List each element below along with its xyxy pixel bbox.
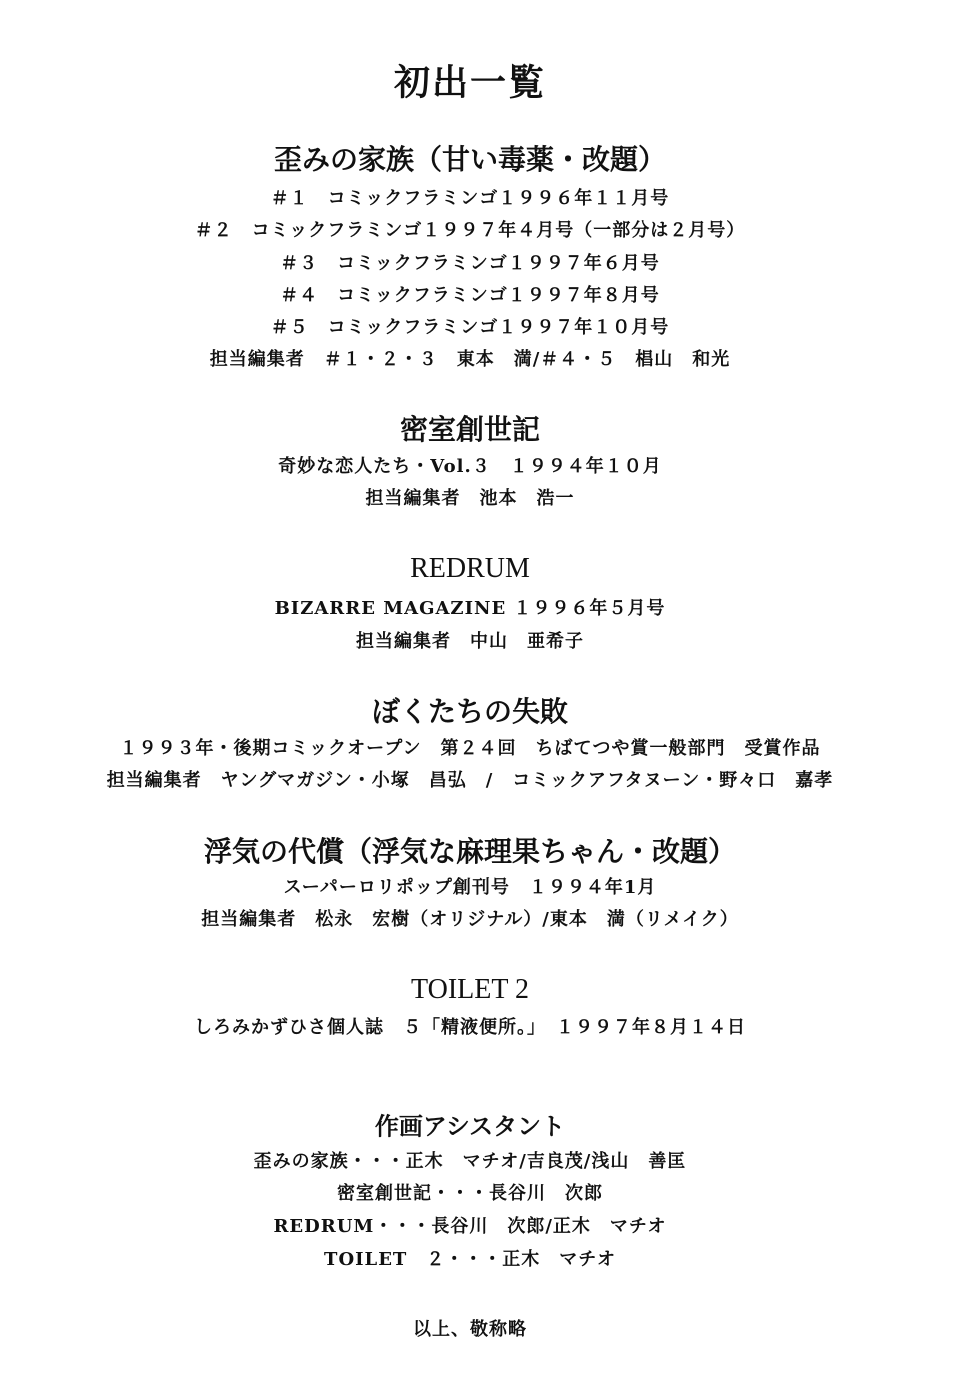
work-line: BIZARRE MAGAZINE １９９６年５月号: [274, 598, 666, 619]
work-heading: 浮気の代償（浮気な麻理果ちゃん・改題）: [203, 835, 736, 868]
assistant-line: TOILET ２・・・正木 マチオ: [324, 1249, 616, 1270]
work-line: 奇妙な恋人たち・Vol.３ １９９４年１０月: [278, 456, 662, 477]
work-line: ＃３ コミックフラミンゴ１９９７年６月号: [280, 253, 660, 274]
work-line: ＃５ コミックフラミンゴ１９９７年１０月号: [270, 317, 670, 338]
work-heading: TOILET 2: [411, 974, 529, 1005]
work-line: ＃１ コミックフラミンゴ１９９６年１１月号: [270, 188, 670, 209]
work-line: ＃２ コミックフラミンゴ１９９７年４月号（一部分は２月号）: [194, 220, 746, 241]
work-heading: 歪みの家族（甘い毒薬・改題）: [273, 143, 666, 176]
work-heading: REDRUM: [410, 553, 530, 584]
editor-line: 担当編集者 ＃１・２・３ 東本 満/＃４・５ 椙山 和光: [209, 349, 731, 370]
work-line: １９９３年・後期コミックオープン 第２４回 ちばてつや賞一般部門 受賞作品: [119, 738, 821, 759]
work-line: スーパーロリポップ創刊号 １９９４年1月: [283, 877, 657, 898]
work-line: ＃４ コミックフラミンゴ１９９７年８月号: [280, 285, 660, 306]
work-heading: ぼくたちの失敗: [371, 695, 568, 728]
assistant-line: 密室創世記・・・長谷川 次郎: [337, 1183, 603, 1204]
work-heading: 密室創世記: [399, 413, 540, 446]
footer-note: 以上、敬称略: [413, 1319, 527, 1340]
editor-line: 担当編集者 松永 宏樹（オリジナル）/東本 満（リメイク）: [201, 909, 739, 930]
assistant-line: 歪みの家族・・・正木 マチオ/吉良茂/浅山 善匡: [253, 1151, 687, 1172]
editor-line: 担当編集者 ヤングマガジン・小塚 昌弘 / コミックアフタヌーン・野々口 嘉孝: [106, 770, 834, 791]
editor-line: 担当編集者 池本 浩一: [365, 488, 575, 509]
assistant-line: REDRUM・・・長谷川 次郎/正木 マチオ: [273, 1216, 667, 1237]
page-title: 初出一覧: [393, 61, 546, 104]
assistants-heading: 作画アシスタント: [374, 1111, 566, 1141]
editor-line: 担当編集者 中山 亜希子: [356, 631, 584, 652]
work-line: しろみかずひさ個人誌 ５「精液便所。」 １９９７年８月１４日: [194, 1017, 746, 1038]
